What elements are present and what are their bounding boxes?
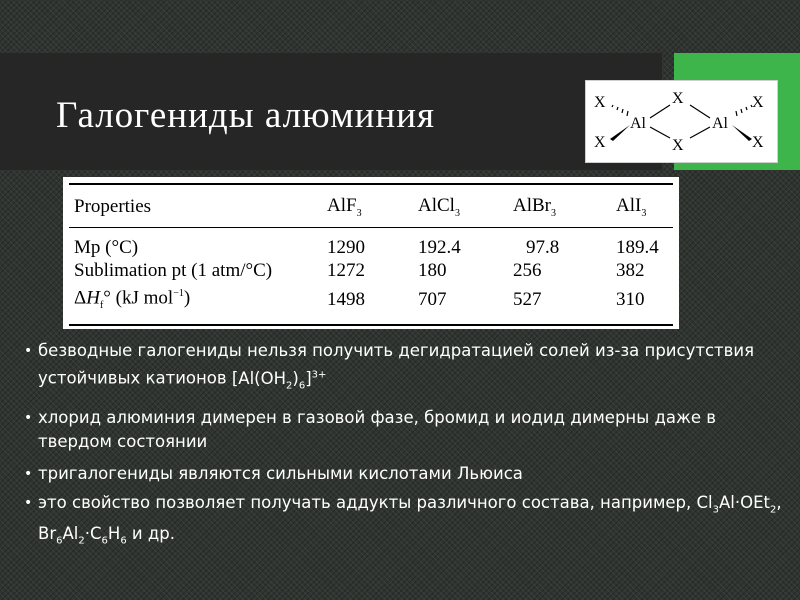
- bond-al-left-x-top: [650, 105, 670, 118]
- cell-value: 1498: [327, 289, 365, 311]
- atom-x-right-top: X: [752, 94, 764, 111]
- bullet-item: [24, 462, 784, 486]
- cell-value: 527: [513, 289, 542, 311]
- bullet-text: хлорид алюминия димерен в газовой фазе, бромид и иодид димерны даже в твердом состоянии: [38, 407, 716, 451]
- table-row: [69, 259, 673, 282]
- atom-x-right-bottom: X: [752, 134, 764, 151]
- row-label-mp: Mp (°C): [74, 237, 139, 258]
- col-header-alf3: AlF$_3$: [327, 195, 362, 219]
- bullet-item: [24, 491, 784, 554]
- cell-value: 256: [513, 260, 542, 281]
- bond-al-left-x-bottom: [650, 127, 670, 138]
- col-header-alcl3: AlCl$_3$: [418, 195, 460, 219]
- bullet-dot-icon: •: [24, 465, 33, 482]
- bullet-dot-icon: •: [24, 409, 33, 426]
- row-label-sublimation: Sublimation pt (1 atm/°C): [74, 260, 273, 281]
- atom-al-right: Al: [712, 115, 728, 132]
- cell-value: 189.4: [616, 237, 659, 258]
- cell-value: 382: [616, 260, 645, 281]
- atom-x-left-top: X: [594, 94, 606, 111]
- cell-value: 1290: [327, 237, 365, 258]
- bullet-text: это свойство позволяет получать аддукты различного состава, например,: [38, 492, 692, 512]
- table-header-row: [69, 184, 673, 228]
- bond-x-bottom-al-right: [690, 127, 710, 138]
- atom-x-bottom: X: [672, 137, 684, 154]
- atom-x-top: X: [672, 90, 684, 107]
- hashed-bond-right: [736, 105, 752, 116]
- bullet-item: [24, 339, 784, 398]
- table-row: [69, 228, 673, 260]
- bullet-formula: $[Al(OH_2)_6]^{3+}$: [231, 368, 327, 391]
- cell-value: 707: [418, 289, 447, 311]
- atom-x-left-bottom: X: [594, 134, 606, 151]
- col-header-albr3: AlBr$_3$: [513, 195, 556, 219]
- cell-value: 1272: [327, 260, 365, 281]
- slide-title: Галогениды алюминия: [56, 95, 436, 136]
- bullet-text: тригалогениды являются сильными кислотами Льюиса: [38, 463, 523, 483]
- bond-x-top-al-right: [690, 105, 710, 118]
- bullet-list: [24, 339, 784, 561]
- dimer-structure-diagram: [586, 81, 777, 162]
- bullet-dot-icon: •: [24, 494, 33, 511]
- col-header-properties: Properties: [74, 196, 152, 217]
- properties-table: [69, 183, 673, 326]
- hashed-bond-left: [612, 105, 628, 116]
- wedge-bond-left: [610, 125, 630, 141]
- atom-al-left: Al: [630, 115, 646, 132]
- cell-value: 192.4: [418, 237, 461, 258]
- table-row: [69, 282, 673, 325]
- bullet-formula: $Cl_3Al\cdot OEt_2$, $Br_6Al_2\cdot C_6H_6$ и др.: [38, 492, 782, 547]
- row-label-enthalpy: $\Delta H_f^\circ$ (kJ mol$^{-1}$): [74, 287, 191, 312]
- cell-value: 310: [616, 289, 645, 311]
- dimer-structure-figure: [585, 80, 778, 163]
- bullet-text: безводные галогениды нельзя получить дегидратацией солей из-за присутствия устойчивых катионов: [38, 341, 755, 388]
- wedge-bond-right: [732, 125, 752, 141]
- col-header-ali3: AlI$_3$: [616, 195, 647, 219]
- bullet-item: [24, 406, 784, 454]
- cell-value: 180: [418, 260, 447, 281]
- cell-value: 97.8: [526, 237, 560, 258]
- bullet-dot-icon: •: [24, 343, 33, 359]
- properties-table-panel: [63, 177, 679, 329]
